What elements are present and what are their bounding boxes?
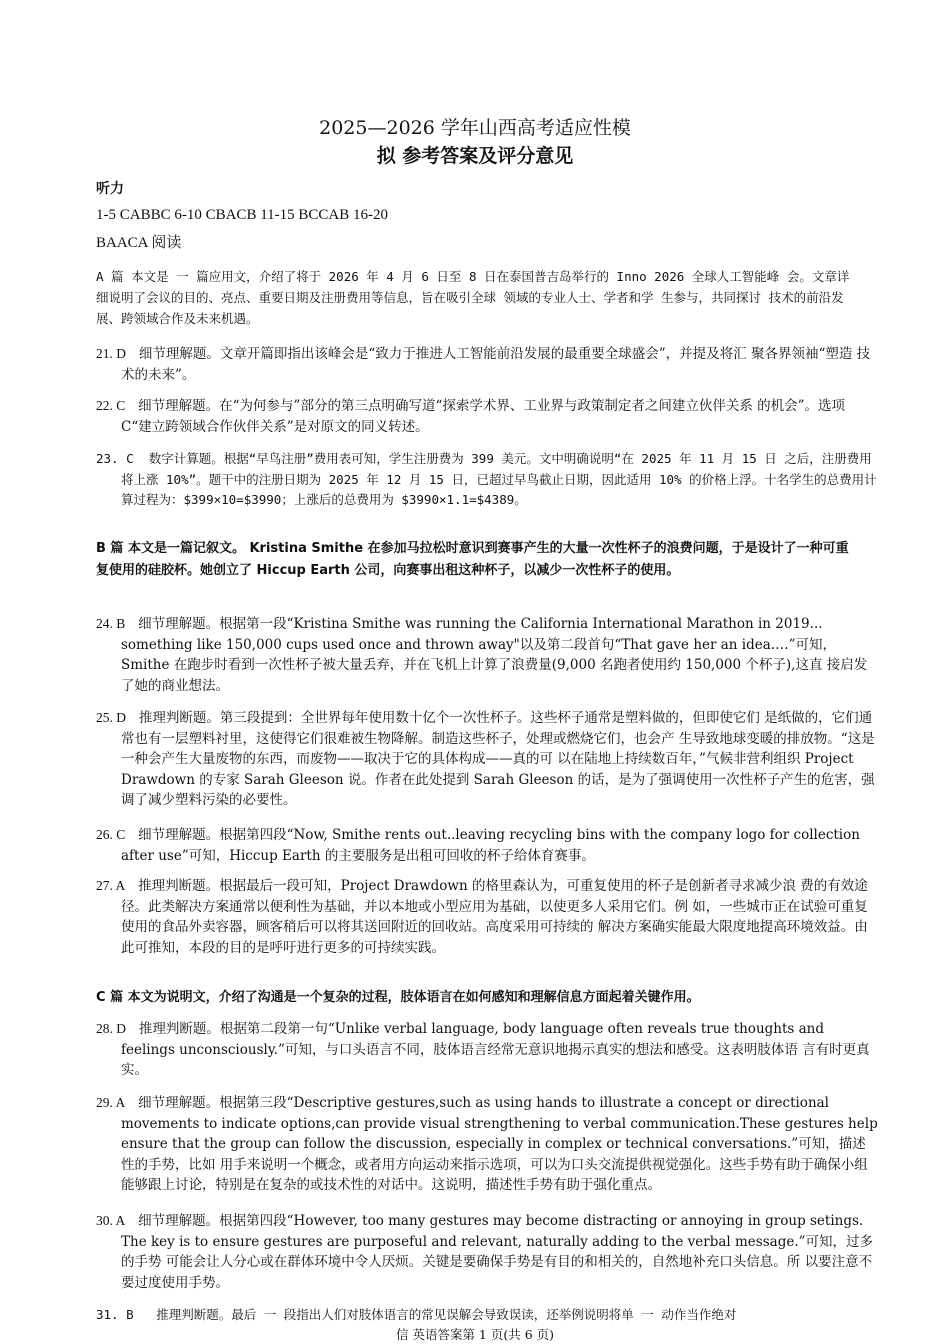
answer-item-30: [96, 1211, 878, 1293]
item-number: 25. D: [96, 710, 126, 725]
answer-item-21: [96, 344, 878, 385]
item-number: 21. D: [96, 346, 126, 361]
section-a-intro: A 篇 本文是 一 篇应用文，介绍了将于 2026 年 4 月 6 日至 8 日在泰国普吉岛举行的 Inno 2026 全球人工智能峰 会。文章详细说明了会议的目的、亮点、重要日期及注册费用等信息，旨在吸引全球 领域的专业人士、学者和学 生参与，共同探讨 技术的前沿发展、跨领域合作及未来机遇。: [96, 269, 850, 326]
answer-item-24: [96, 614, 878, 696]
doc-title-line1: 2025—2026 学年山西高考适应性模: [319, 117, 631, 139]
item-explanation: 细节理解题。根据第四段“Now, Smithe rents out..leaving recycling bins with the company logo for collection after use”可知，Hiccup Earth 的主要服务是出租可回收的杯子给体育赛事。: [121, 827, 860, 864]
item-number: 28. D: [96, 1021, 126, 1036]
section-c-intro: C 篇 本文为说明文，介绍了沟通是一个复杂的过程，肢体语言在如何感知和理解信息方面起着关键作用。: [96, 990, 700, 1005]
item-number: 23. C: [96, 451, 134, 466]
listening-label: 听力: [96, 181, 124, 197]
answer-item-27: [96, 876, 878, 958]
item-explanation: 推理判断题。根据最后一段可知，Project Drawdown 的格里森认为，可重复使用的杯子是创新者寻求减少浪 费的有效途径。此类解决方案通常以便利性为基础，并以本地或小型应用为基础，以使更多人采用它们。例 如，一些城市正在试验可重复使用的食品外卖容器，顾客稍后可以将其送回附近的回收站。高度采用可持续的 解决方案确实能最大限度地提高环境效益。由此可推知，本段的目的是呼吁进行更多的可持续实践。: [121, 878, 868, 956]
item-number: 24. B: [96, 616, 126, 631]
answer-item-28: [96, 1019, 878, 1081]
item-explanation: 细节理解题。根据第三段“Descriptive gestures,such as using hands to illustrate a concept or directional movements to indicate options,can provide visual strengthening to verbal communication.These gestures help ensure that the group can follow the discussion, especially in complex or technical conversations.”可知，描述性的手势，比如 用手来说明一个概念，或者用方向运动来指示选项，可以为口头交流提供视觉强化。这些手势有助于确保小组 能够跟上讨论，特别是在复杂的或技术性的对话中。这说明，描述性手势有助于强化重点。: [121, 1095, 878, 1193]
page-footer: 信 英语答案第 1 页(共 6 页): [395, 1327, 555, 1342]
item-number: 30. A: [96, 1213, 126, 1228]
item-number: 22. C: [96, 398, 126, 413]
answer-item-22: [96, 396, 878, 437]
item-number: 31. B: [96, 1307, 134, 1322]
answer-key-line2: BAACA 阅读: [96, 235, 182, 251]
item-explanation: 推理判断题。最后 一 段指出人们对肢体语言的常见误解会导致误读，还举例说明将单 一 动作当作绝对: [156, 1307, 737, 1322]
item-explanation: 细节理解题。文章开篇即指出该峰会是“致力于推进人工智能前沿发展的最重要全球盛会”，并提及将汇 聚各界领袖“塑造 技术的未来”。: [121, 346, 871, 383]
item-number: 27. A: [96, 878, 126, 893]
answer-item-29: [96, 1093, 878, 1196]
answer-item-23: [96, 449, 878, 511]
answer-key-line1: 1-5 CABBC 6-10 CBACB 11-15 BCCAB 16-20: [96, 207, 388, 223]
item-number: 26. C: [96, 827, 126, 842]
item-explanation: 数字计算题。根据“早鸟注册”费用表可知，学生注册费为 399 美元。文中明确说明“在 2025 年 11 月 15 日 之后，注册费用将上涨 10%”。题干中的注册日期为 2025 年 12 月 15 日，已超过早鸟截止日期，因此适用 10% 的价格上浮。十名学生的总费用计算过程为：$399×10=$3990；上涨后的总费用为 $3990×1.1=$4389。: [121, 451, 877, 507]
item-number: 29. A: [96, 1095, 126, 1110]
item-explanation: 推理判断题。根据第二段第一句“Unlike verbal language, body language often reveals true thoughts and feelings unconsciously.”可知，与口头语言不同，肢体语言经常无意识地揭示真实的想法和感受。这表明肢体语 言有时更真实。: [121, 1021, 870, 1078]
item-explanation: 推理判断题。第三段提到：全世界每年使用数十亿个一次性杯子。这些杯子通常是塑料做的，但即使它们 是纸做的，它们通常也有一层塑料衬里，这使得它们很难被生物降解。制造这些杯子，处理或燃烧它们，也会产 生导致地球变暖的排放物。“这是一种会产生大量废物的东西，而废物——取决于它的具体构成——真的可 以在陆地上持续数百年，”气候非营利组织 Project Drawdown 的专家 Sarah Gleeson 说。作者在此处提到 Sarah Gleeson 的话，是为了强调使用一次性杯子产生的危害，强调了减少塑料污染的必要性。: [121, 710, 875, 808]
section-b-intro: B 篇 本文是一篇记叙文。 Kristina Smithe 在参加马拉松时意识到赛事产生的大量一次性杯子的浪费问题，于是设计了一种可重复使用的硅胶杯。她创立了 Hiccup Earth 公司，向赛事出租这种杯子，以减少一次性杯子的使用。: [96, 541, 849, 578]
item-explanation: 细节理解题。在“为何参与”部分的第三点明确写道“探索学术界、工业界与政策制定者之间建立伙伴关系 的机会”。选项 C“建立跨领域合作伙伴关系”是对原文的同义转述。: [121, 398, 846, 435]
doc-title-line2: 拟 参考答案及评分意见: [376, 145, 574, 167]
item-explanation: 细节理解题。根据第四段“However, too many gestures may become distracting or annoying in group setings. The key is to ensure gestures are purposeful and relevant, naturally adding to the verbal message.”可知，过多的手势 可能会让人分心或在群体环境中令人厌烦。关键是要确保手势是有目的和相关的，自然地补充口头信息。所 以要注意不要过度使用手势。: [121, 1213, 874, 1291]
answer-item-25: [96, 708, 878, 811]
answer-item-31: [96, 1305, 853, 1326]
item-explanation: 细节理解题。根据第一段“Kristina Smithe was running the California International Marathon in 2019... something like 150,000 cups used once and thrown away"以及第二段首句“That gave her an idea.…”可知，Smithe 在跑步时看到一次性杯子被大量丢弃，并在飞机上计算了浪费量(9,000 名跑者使用约 150,000 个杯子),这直 接启发了她的商业想法。: [121, 616, 868, 694]
answer-item-26: [96, 825, 878, 866]
